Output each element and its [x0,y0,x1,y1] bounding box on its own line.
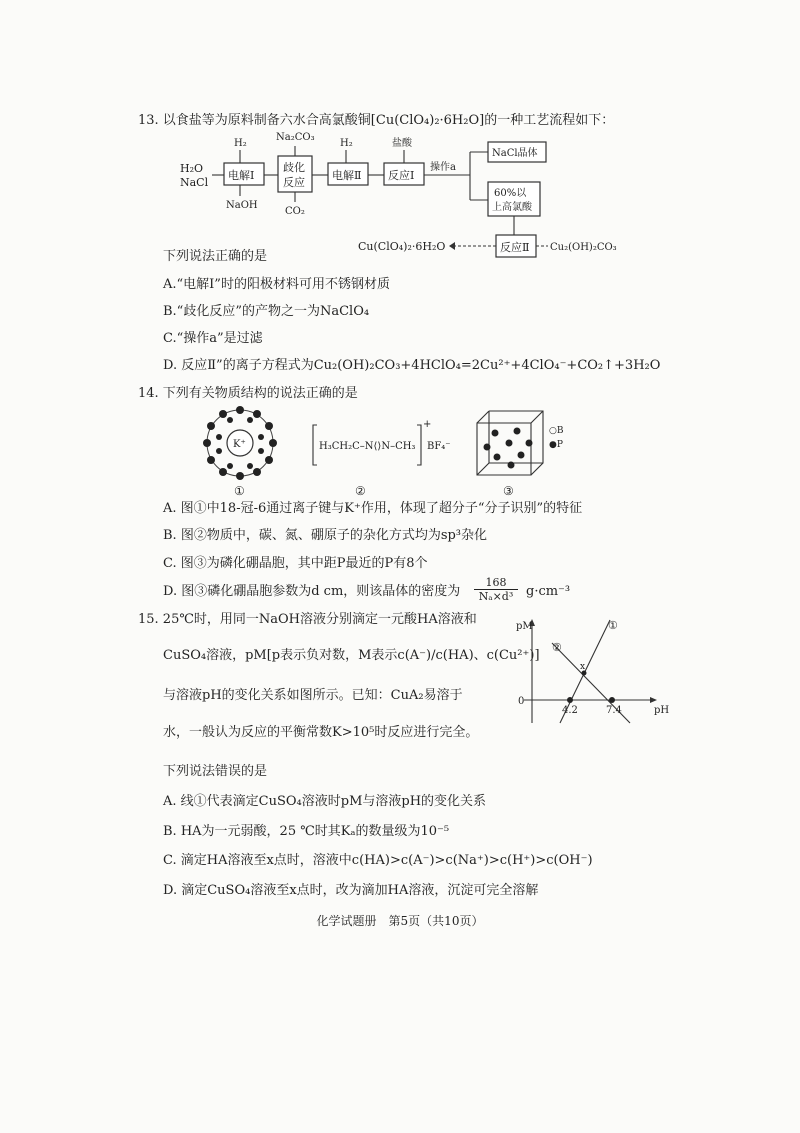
q14-option-c: C. 图③为磷化硼晶胞，其中距P最近的P有8个 [163,556,428,571]
cation-charge: + [423,419,432,430]
line-1-marker: ① [608,619,618,632]
legend-p: ●P [549,440,563,450]
q15-prompt: 下列说法错误的是 [163,764,268,779]
legend-b: ○B [549,426,564,436]
hcl-label: 盐酸 [392,138,412,149]
q15-option-d: D. 滴定CuSO₄溶液至x点时，改为滴加HA溶液，沉淀可完全溶解 [163,883,539,898]
q15-pm-ph-graph [512,615,672,730]
disproportion-label-2: 反应 [283,176,305,189]
fig1-number: ① [234,484,245,498]
density-fraction [474,576,518,603]
q15-stem-line3: 与溶液pH的变化关系如图所示。已知：CuA₂易溶于 [163,688,463,703]
q13-option-d: D. 反应Ⅱ”的离子方程式为Cu₂(OH)₂CO₃+4HClO₄=2Cu²⁺+4ClO₄⁻+CO₂↑+3H₂O [163,358,661,373]
ionic-liquid-figure [313,419,451,498]
disproportion-label-1: 歧化 [283,161,305,174]
point-x-label: x [580,662,586,672]
q13-prompt: 下列说法正确的是 [163,249,268,264]
operation-a-label: 操作a [430,162,456,173]
fig3-number: ③ [503,484,514,498]
na2co3-label: Na₂CO₃ [276,132,315,143]
nacl-crystal-label: NaCl晶体 [492,148,538,159]
q15-option-a: A. 线①代表滴定CuSO₄溶液时pM与溶液pH的变化关系 [163,794,487,809]
reaction2-label: 反应Ⅱ [500,241,530,254]
density-numerator: 168 [474,576,518,590]
q14-option-b: B. 图②物质中，碳、氮、硼原子的杂化方式均为sp³杂化 [163,528,488,543]
bf4-anion: BF₄⁻ [427,441,451,452]
density-unit: g·cm⁻³ [526,584,571,599]
density-denominator: Nₐ×d³ [478,590,514,603]
co2-label: CO₂ [285,206,305,217]
q13-flowchart [170,130,650,265]
x-axis-label: pH [654,705,670,716]
q13-option-a: A.“电解Ⅰ”时的阳极材料可用不锈钢材质 [163,277,390,292]
page-footer: 化学试题册 第5页（共10页） [316,914,484,928]
q15-option-c: C. 滴定HA溶液至x点时，溶液中c(HA)>c(A⁻)>c(Na⁺)>c(H⁺)>c(OH⁻) [163,853,593,868]
q14-figures [195,403,595,498]
tick-4-2: 4.2 [562,705,578,716]
q15-stem-line1: 15. 25℃时，用同一NaOH溶液分别滴定一元酸HA溶液和 [138,612,477,627]
perchloric-label-2: 上高氯酸 [492,202,532,213]
imidazolium-formula: H₃CH₂C–N⟨⟩N–CH₃ [319,441,416,452]
q15-stem-line2: CuSO₄溶液，pM[p表示负对数，M表示c(A⁻)/c(HA)、c(Cu²⁺)] [163,648,540,663]
input-nacl: NaCl [180,176,209,189]
q13-option-b: B.“歧化反应”的产物之一为NaClO₄ [163,304,370,319]
y-axis-label: pM [516,621,533,632]
reaction1-label: 反应Ⅰ [388,169,415,182]
fig2-number: ② [355,484,366,498]
line-2-marker: ② [552,641,562,654]
q13-option-c: C.“操作a”是过滤 [163,331,263,346]
h2-label-2: H₂ [340,138,353,149]
boron-phosphide-cell [477,411,564,498]
input-h2o: H₂O [180,162,204,175]
q14-stem: 14. 下列有关物质结构的说法正确的是 [138,386,358,401]
k-ion-label: K⁺ [233,439,246,450]
q14-option-d: D. 图③磷化硼晶胞参数为d cm，则该晶体的密度为 [163,584,461,599]
origin-label: 0 [518,696,525,707]
q13-stem: 13. 以食盐等为原料制备六水合高氯酸铜[Cu(ClO₄)₂·6H₂O]的一种工艺流程如下： [138,113,615,128]
product-label: Cu(ClO₄)₂·6H₂O [358,240,446,253]
electrolysis1-label: 电解Ⅰ [228,169,255,182]
perchloric-label-1: 60%以 [494,188,527,199]
h2-label-1: H₂ [234,138,247,149]
q14-option-a: A. 图①中18-冠-6通过离子键与K⁺作用，体现了超分子“分子识别”的特征 [163,501,583,516]
cu2oh2co3-label: Cu₂(OH)₂CO₃ [550,242,617,253]
electrolysis2-label: 电解Ⅱ [332,169,362,182]
crown-ether-figure [203,406,277,498]
naoh-label: NaOH [226,200,258,211]
q15-option-b: B. HA为一元弱酸，25 ℃时其Kₐ的数量级为10⁻⁵ [163,824,450,839]
q15-stem-line4: 水，一般认为反应的平衡常数K>10⁵时反应进行完全。 [163,725,479,740]
tick-7-4: 7.4 [606,705,622,716]
